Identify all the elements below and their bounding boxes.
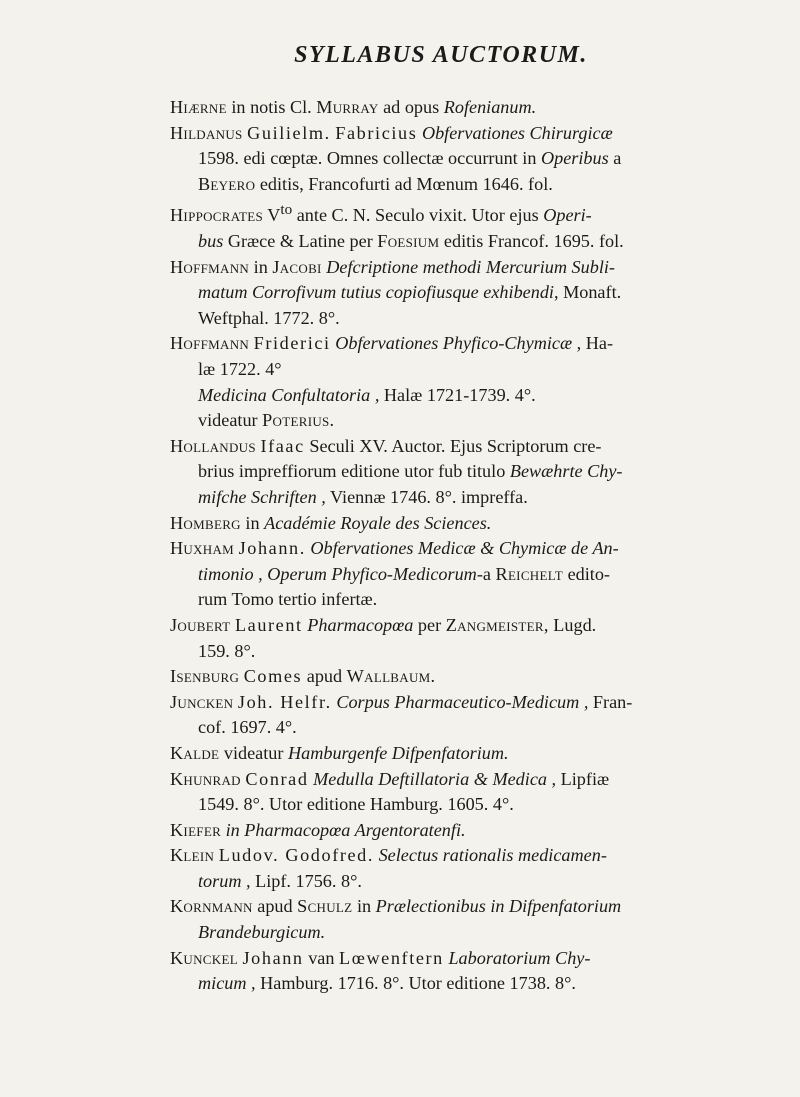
- bibliography-entries: [170, 95, 742, 997]
- bibliography-entry: [170, 894, 742, 945]
- entry-line: [170, 197, 742, 229]
- entry-text: Halæ 1721-1739. 4°.: [379, 384, 536, 405]
- bibliography-entry: [170, 767, 742, 818]
- author-name: Hildanus: [170, 122, 243, 143]
- entry-line: [170, 536, 742, 562]
- entry-continuation-line: [170, 485, 742, 511]
- author-name: Murray: [316, 97, 379, 117]
- work-title: Selectus rationalis medicamen-: [378, 845, 607, 866]
- entry-text: Græce & Latine per: [223, 231, 378, 252]
- entry-line: [170, 818, 742, 844]
- author-name: Wallbaum.: [346, 666, 436, 687]
- entry-text: Fran-: [588, 691, 633, 712]
- given-name: Fabricius: [335, 122, 418, 143]
- entry-continuation-line: [170, 792, 742, 818]
- author-name: Jacobi: [272, 256, 322, 277]
- given-name: Joh. Helfr.: [237, 691, 332, 712]
- bibliography-entry: [170, 741, 742, 767]
- author-name: Homberg: [170, 512, 241, 533]
- given-name: Johann.: [238, 538, 306, 559]
- entry-continuation-line: [170, 280, 742, 306]
- entry-text: edito-: [563, 563, 610, 584]
- entry-text: Lipf. 1756. 8°.: [250, 870, 362, 891]
- work-title: Defcriptione methodi Mercurium Subli-: [326, 256, 615, 277]
- bibliography-entry: [170, 946, 742, 997]
- entry-line: [170, 331, 742, 357]
- given-name: Conrad: [245, 768, 309, 789]
- entry-text: 159. 8°.: [198, 640, 256, 661]
- work-title: timonio , Operum Phyfico-Medicorum: [198, 563, 477, 584]
- work-title: Obfervationes Chirurgicæ: [421, 122, 613, 143]
- work-title: Laboratorium Chy-: [448, 947, 591, 968]
- entry-text: videatur: [198, 410, 263, 431]
- bibliography-entry: [170, 331, 742, 433]
- work-title: Obfervationes Phyfico-Chymicæ ,: [335, 333, 582, 354]
- work-title: in Pharmacopœa Argentoratenfi.: [225, 819, 466, 840]
- entry-continuation-line: [170, 562, 742, 588]
- running-head: SYLLABUS AUCTORUM.: [294, 42, 588, 68]
- author-name: Hoffmann: [170, 256, 250, 277]
- entry-continuation-line: [170, 383, 742, 409]
- bibliography-entry: [170, 536, 742, 613]
- author-name: Joubert: [170, 614, 231, 635]
- entry-text: brius impreffiorum editione utor fub titulo: [198, 461, 510, 482]
- work-title: Bewæhrte Chy-: [509, 461, 623, 482]
- given-name: Lœwenftern: [339, 947, 444, 968]
- entry-line: [170, 946, 742, 972]
- entry-text: Ha-: [581, 333, 614, 354]
- entry-line: [170, 741, 742, 767]
- author-name: Foesium: [377, 231, 440, 252]
- entry-line: [170, 767, 742, 793]
- work-title: Hamburgenfe Difpenfatorium.: [287, 742, 509, 763]
- given-name: Johann: [242, 947, 304, 968]
- work-title: Pharmacopœa: [307, 614, 414, 635]
- entry-text: apud: [252, 896, 298, 917]
- entry-text: 1549. 8°. Utor editione Hamburg. 1605. 4°.: [198, 794, 514, 815]
- entry-line: [170, 690, 742, 716]
- entry-continuation-line: [170, 459, 742, 485]
- bibliography-entry: [170, 664, 742, 690]
- entry-text: in notis Cl.: [226, 97, 317, 117]
- bibliography-entry: [170, 613, 742, 664]
- entry-text: ante C. N. Seculo vixit. Utor ejus: [292, 205, 544, 226]
- entry-text: Lipfiæ: [556, 768, 610, 789]
- bibliography-entry: [170, 690, 742, 741]
- work-title: micum ,: [198, 973, 256, 994]
- bibliography-entry: [170, 434, 742, 511]
- entry-text: , Monaft.: [553, 282, 622, 303]
- work-title: Prælectionibus in Difpenfatorium: [375, 896, 622, 917]
- entry-text: ad opus: [378, 97, 444, 117]
- entry-continuation-line: [170, 306, 742, 332]
- author-name: Poterius.: [262, 410, 335, 431]
- given-name: Laurent: [234, 614, 303, 635]
- work-title: Brandeburgicum.: [198, 922, 326, 943]
- entry-line: [170, 95, 742, 121]
- work-title: Operi-: [543, 205, 592, 226]
- given-name: Ludov. Godofred.: [218, 845, 375, 866]
- entry-continuation-line: [170, 869, 742, 895]
- author-name: Hollandus: [170, 435, 256, 456]
- entry-line: [170, 613, 742, 639]
- work-title: Medicina Confultatoria ,: [198, 384, 380, 405]
- entry-continuation-line: [170, 357, 742, 383]
- work-title: Rofenianum.: [443, 97, 537, 117]
- entry-continuation-line: [170, 172, 742, 198]
- bibliography-entry: [170, 818, 742, 844]
- work-title: Obfervationes Medicæ & Chymicæ de An-: [310, 538, 619, 559]
- entry-line: [170, 434, 742, 460]
- entry-text: 1598. edi cœptæ. Omnes collectæ occurrunt in: [198, 148, 541, 169]
- entry-text: per: [413, 614, 446, 635]
- author-name: Kornmann: [170, 896, 253, 917]
- entry-text: Hamburg. 1716. 8°. Utor editione 1738. 8°.: [255, 973, 576, 994]
- bibliography-entry: [170, 511, 742, 537]
- entry-continuation-line: [170, 408, 742, 434]
- entry-line: [170, 511, 742, 537]
- entry-line: [170, 843, 742, 869]
- work-title: Operibus: [540, 148, 609, 169]
- entry-text: rum Tomo tertio infertæ.: [198, 589, 378, 610]
- author-name: Hoffmann: [170, 333, 250, 354]
- author-name: Juncken: [170, 691, 234, 712]
- entry-text: editis Francof. 1695. fol.: [439, 231, 624, 252]
- entry-text: Viennæ 1746. 8°. impreffa.: [325, 486, 528, 507]
- given-name: Ifaac: [260, 435, 305, 456]
- entry-text: in: [240, 512, 265, 533]
- author-name: Reichelt: [495, 563, 564, 584]
- entry-text: van: [303, 947, 339, 968]
- entry-continuation-line: [170, 146, 742, 172]
- entry-text: in: [249, 256, 273, 277]
- entry-continuation-line: [170, 971, 742, 997]
- author-name: Kalde: [170, 742, 220, 763]
- given-name: Guilielm.: [247, 122, 331, 143]
- work-title: Académie Royale des Sciences.: [264, 512, 492, 533]
- entry-text: in: [352, 896, 376, 917]
- entry-continuation-line: [170, 229, 742, 255]
- given-name: Comes: [243, 666, 303, 687]
- bibliography-entry: [170, 843, 742, 894]
- entry-text: Seculi XV. Auctor. Ejus Scriptorum cre-: [304, 435, 602, 456]
- work-title: Medulla Deftillatoria & Medica ,: [313, 768, 557, 789]
- entry-text: cof. 1697. 4°.: [198, 717, 297, 738]
- entry-text: apud: [302, 666, 347, 687]
- entry-line: [170, 255, 742, 281]
- entry-line: [170, 121, 742, 147]
- author-name: Zangmeister,: [445, 614, 549, 635]
- work-title: mifche Schriften ,: [198, 486, 326, 507]
- bibliography-entry: [170, 197, 742, 254]
- entry-text: V: [263, 205, 281, 226]
- bibliography-entry: [170, 255, 742, 332]
- author-name: Hippocrates: [170, 205, 264, 226]
- entry-continuation-line: [170, 920, 742, 946]
- entry-text: Lugd.: [548, 614, 597, 635]
- entry-text: -a: [476, 563, 496, 584]
- work-title: Corpus Pharmaceutico-Medicum ,: [336, 691, 589, 712]
- work-title: torum ,: [198, 870, 251, 891]
- work-title: matum Corrofivum tutius copiofiusque exhibendi: [198, 282, 554, 303]
- entry-text: to: [280, 201, 293, 219]
- author-name: Huxham: [170, 538, 235, 559]
- entry-continuation-line: [170, 715, 742, 741]
- author-name: Kunckel: [170, 947, 238, 968]
- author-name: Kiefer: [170, 819, 222, 840]
- work-title: bus: [198, 231, 224, 252]
- given-name: Friderici: [253, 333, 331, 354]
- author-name: Isenburg: [170, 666, 240, 687]
- entry-text: editis, Francofurti ad Mœnum 1646. fol.: [255, 173, 553, 194]
- author-name: Schulz: [297, 896, 353, 917]
- entry-continuation-line: [170, 639, 742, 665]
- bibliography-entry: [170, 95, 742, 121]
- author-name: Beyero: [198, 173, 256, 194]
- author-name: Khunrad: [170, 768, 241, 789]
- author-name: Klein: [170, 845, 215, 866]
- entry-text: Weftphal. 1772. 8°.: [198, 307, 340, 328]
- entry-text: læ 1722. 4°: [198, 359, 282, 379]
- entry-line: [170, 664, 742, 690]
- author-name: Hiærne: [170, 97, 227, 117]
- entry-text: a: [608, 148, 622, 169]
- entry-line: [170, 894, 742, 920]
- entry-continuation-line: [170, 587, 742, 613]
- entry-text: videatur: [219, 742, 288, 763]
- bibliography-entry: [170, 121, 742, 198]
